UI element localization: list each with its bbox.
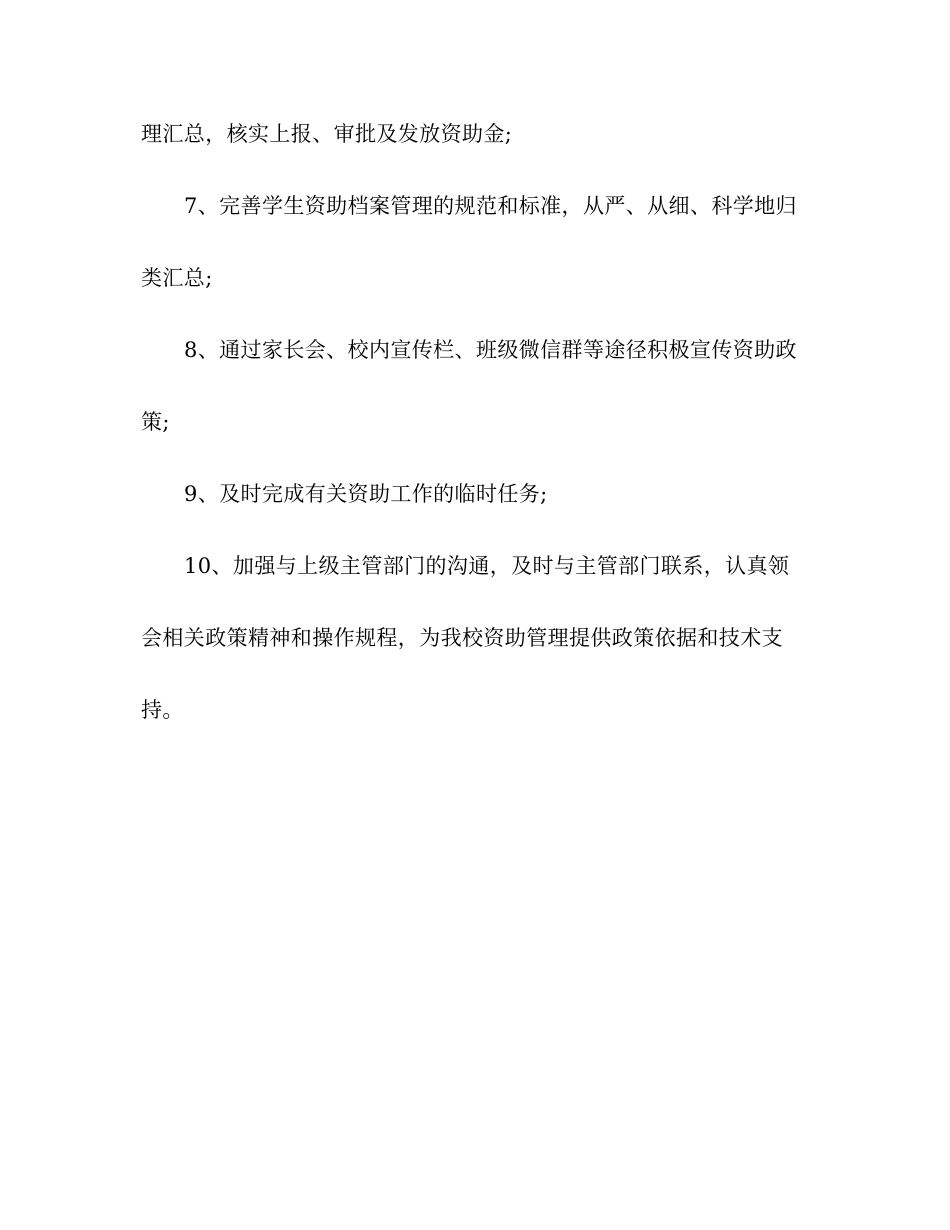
text-line-item-7: 7、完善学生资助档案管理的规范和标准，从严、从细、科学地归 (184, 194, 797, 218)
text-line-item-9: 9、及时完成有关资助工作的临时任务; (184, 482, 548, 506)
text-line: 理汇总，核实上报、审批及发放资助金; (141, 122, 513, 146)
text-line-item-10: 10、加强与上级主管部门的沟通，及时与主管部门联系，认真领 (184, 554, 790, 578)
text-line: 策; (141, 410, 170, 434)
text-line-item-8: 8、通过家长会、校内宣传栏、班级微信群等途径积极宣传资助政 (184, 338, 797, 362)
document-body (141, 123, 811, 721)
text-line: 会相关政策精神和操作规程，为我校资助管理提供政策依据和技术支 (141, 626, 783, 650)
text-line: 持。 (141, 698, 184, 722)
text-line: 类汇总; (141, 266, 213, 290)
